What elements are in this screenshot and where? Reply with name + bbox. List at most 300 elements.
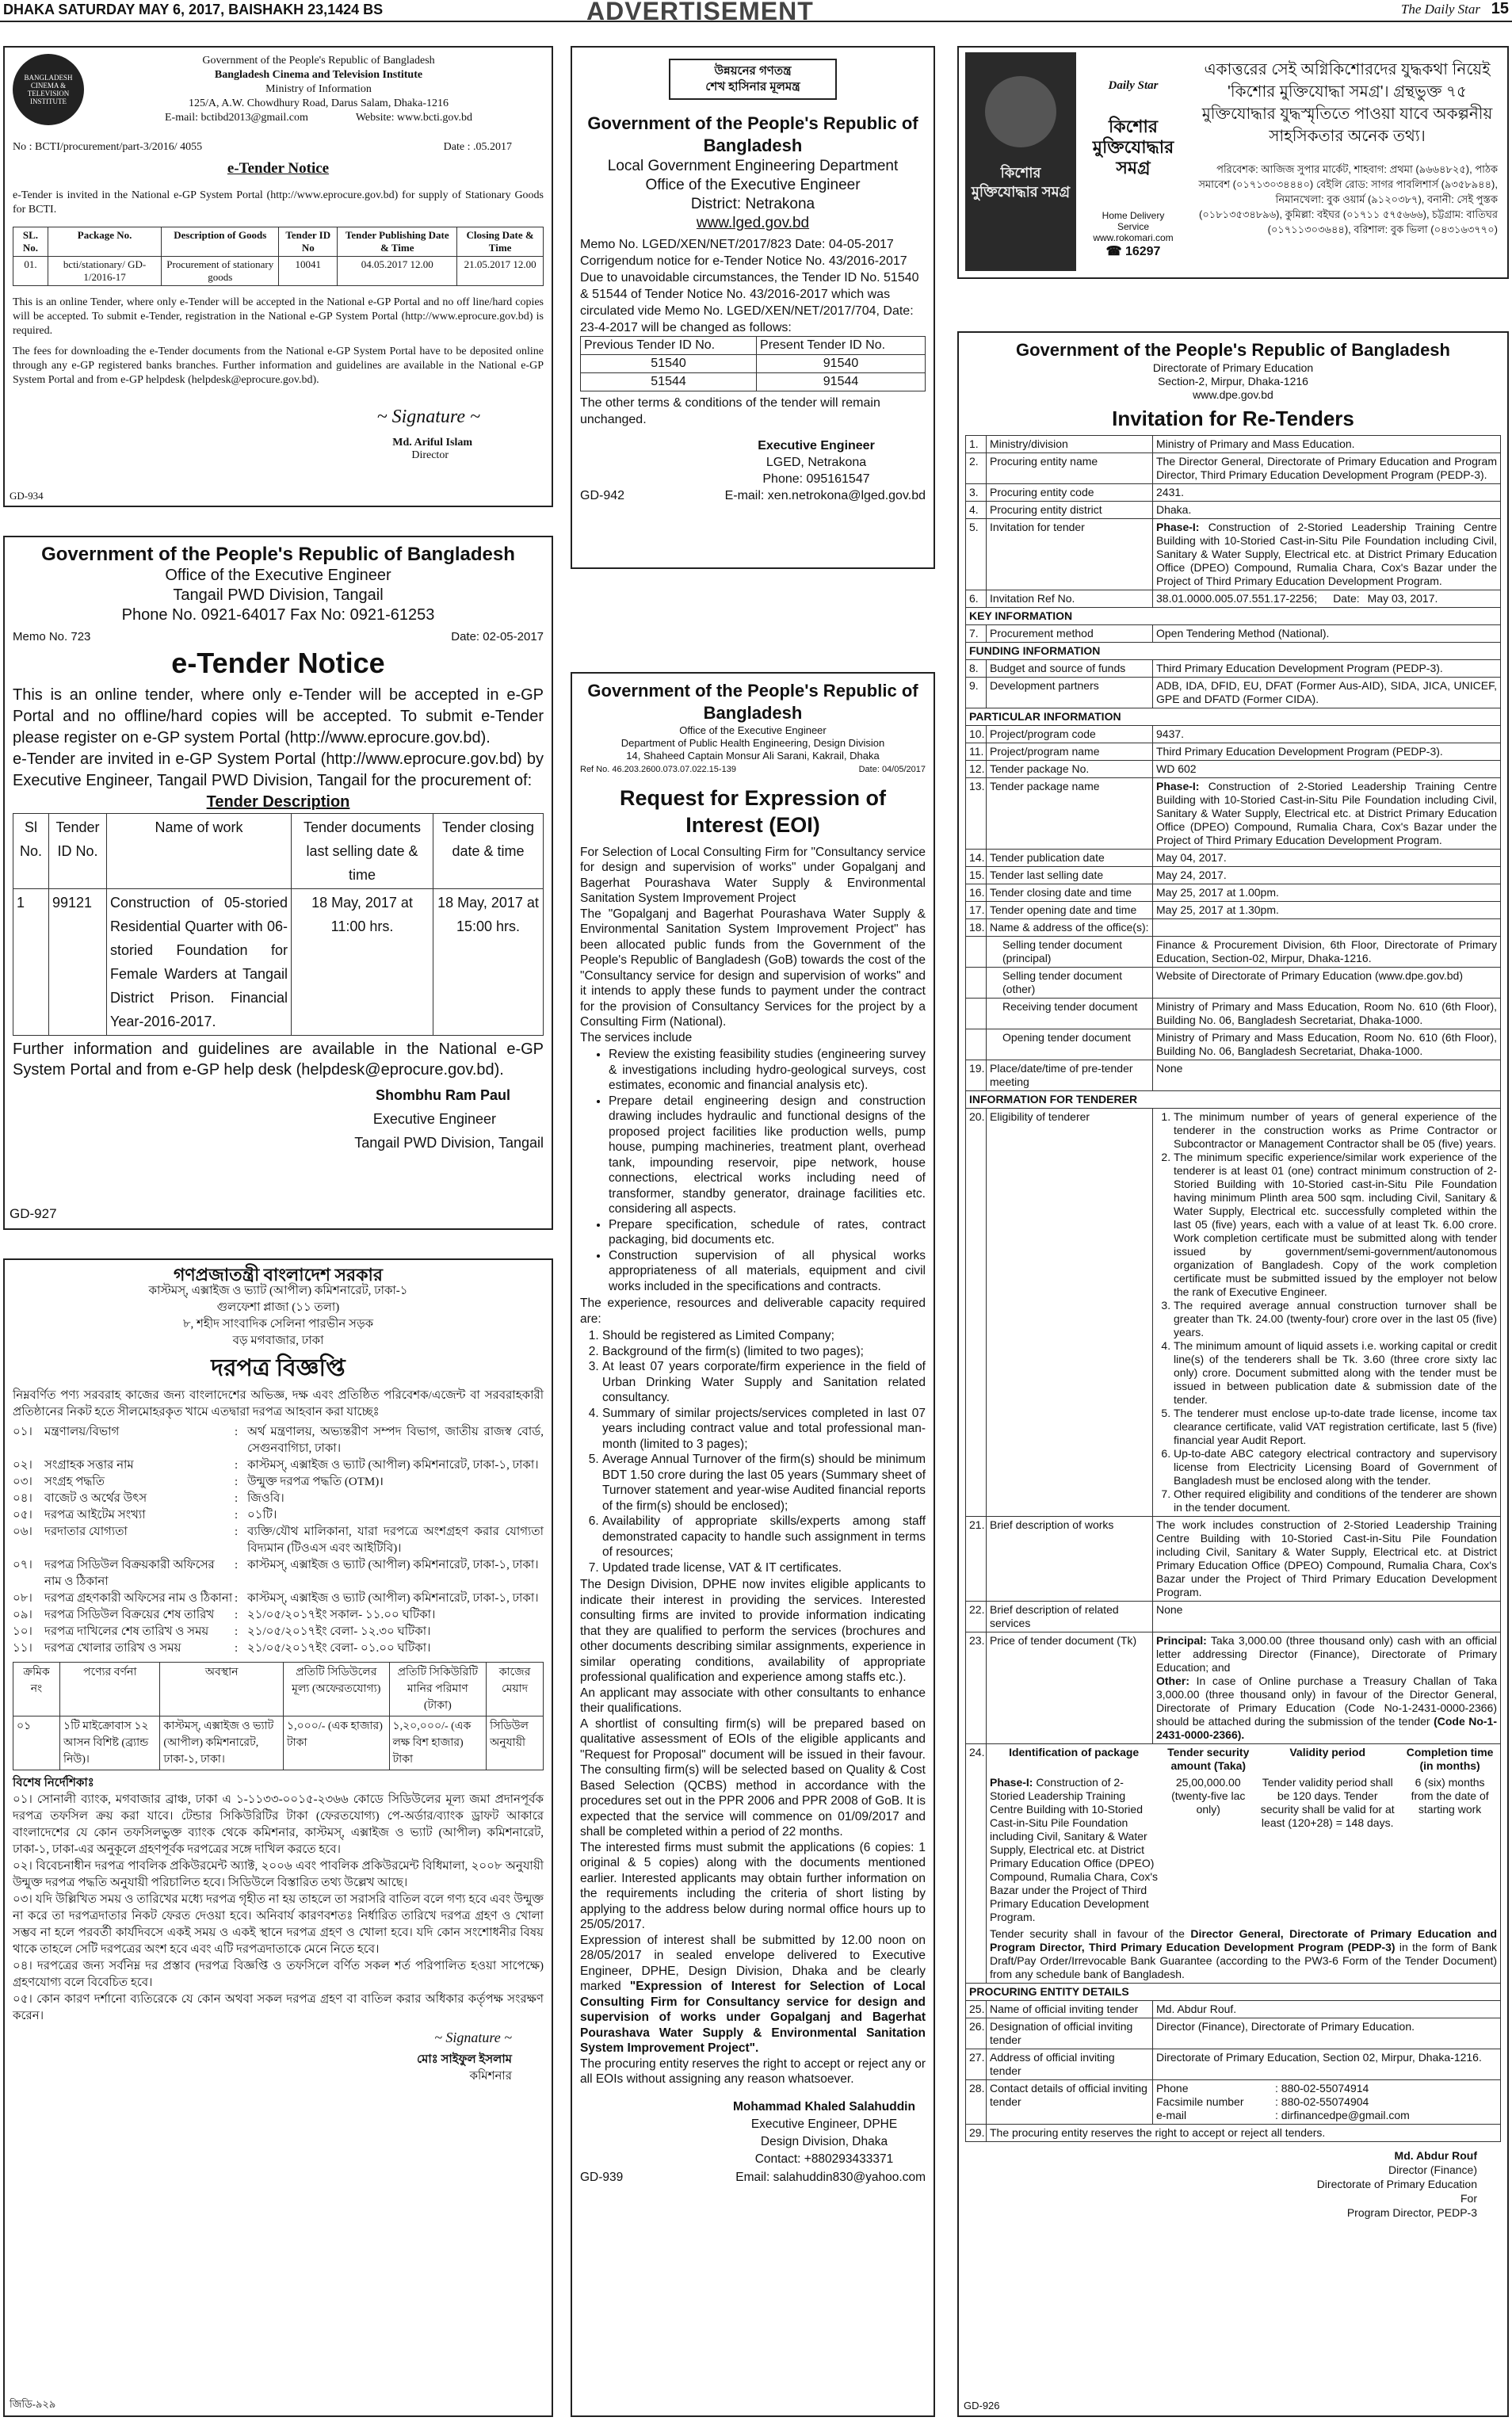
ref-no: 38.01.0000.005.07.551.17-2256;: [1156, 592, 1318, 605]
cell-text: Construction of 2-Storied Leadership Training Centre Building with 10-Storied Cast-in-Situ Pile Foundation including Civil, Sanitary & Water Supply, Electrical etc. at District Primary Education Office (DPEO) Compound, Rumalia Chara, Cox's Bazar under the Project of Third Primary Education Development Program.: [1156, 521, 1497, 587]
tangail-sig: Shombhu Ram Paul: [375, 1087, 510, 1103]
td: 91544: [757, 373, 926, 391]
table-row: [13, 257, 544, 286]
td: [1153, 590, 1501, 608]
list-item: 1. The minimum number of years of general experience of the tenderer in the construction works as Prime Contractor or Subcontractor or Management Contractor shall be 05 (five) years.: [1174, 1110, 1497, 1151]
ad-code: জিডি-৯২৯: [10, 2398, 56, 2410]
th: প্রতিটি সিডিউলের মূল্য (অফেরতযোগ্য): [283, 1663, 389, 1716]
table-row: [966, 484, 1501, 502]
td: Brief description of related services: [987, 1602, 1153, 1632]
dphe-l3: 14, Shaheed Captain Monsur Ali Sarani, Kakrail, Dhaka: [626, 750, 880, 762]
item-number: ০৩।: [13, 1476, 32, 1488]
daily-star-logo: Daily Star: [1108, 79, 1159, 92]
th: Tender closing date & time: [433, 814, 544, 889]
cell-text: Phase-I:: [1156, 521, 1200, 533]
eligibility-list: [1174, 1110, 1497, 1514]
section-heading: INFORMATION FOR TENDERER: [966, 1091, 1501, 1109]
dpe-sig-p: Program Director, PEDP-3: [1346, 2206, 1477, 2219]
th: Tender security amount (Taka): [1167, 1746, 1250, 1772]
dphe-sig-t: Executive Engineer, DPHE: [750, 2117, 898, 2131]
td: 11.: [966, 743, 987, 761]
signature-icon: ~ Signature ~: [434, 2030, 512, 2045]
td: ১,২০,০০০/- (এক লক্ষ বিশ হাজার) টাকা: [389, 1716, 487, 1770]
tangail-date: Date: 02-05-2017: [451, 630, 544, 643]
dphe-req-heading: The experience, resources and deliverable capacity required are:: [580, 1296, 926, 1326]
book-cover-icon: [965, 52, 1076, 271]
th: SL. No.: [13, 227, 48, 257]
note-item: ০৩। যদি উল্লিখিত সময় ও তারিখের মধ্যে দরপত্র গৃহীত না হয় তাহলে তা সরাসরি বাতিল বলে গণ্য হবে এবং উন্মুক্ত না করে তা দরপত্রদাতার নিকট ফেরত দেওয়া হবে। অনিবার্য কারণবশতঃ নির্ধারিত তারিখে দরপত্র গ্রহণ ও খোলা সম্ভব না হলে পরবর্তী কার্যদিবসে একই সময় ও একই স্থানে দরপত্র গ্রহণ ও খোলা হবে। যদি কোন সংশোধনীর বিষয় থাকে তাহলে সেটি দরপত্রের অংশ হবে এবং এটি দরপত্রদাতাকে মেনে নিতে হবে।: [13, 1893, 544, 1956]
list-item: 2. Background of the firm(s) (limited to two pages);: [602, 1344, 926, 1360]
dphe-p7a: Expression of interest shall be submitted by 12.00 noon on 28/05/2017 in sealed envelope delivered to Executive Engineer, DPHE, Design Division, Dhaka and be clearly marked: [580, 1933, 926, 1993]
td: 91540: [757, 355, 926, 373]
tangail-sig-t: Executive Engineer: [372, 1111, 496, 1127]
item-colon: :: [235, 1492, 239, 1505]
ad-code: GD-927: [10, 1206, 57, 1221]
cell-text: in the form of Bank Draft/Pay Order/Irrevocable Bank Guarantee (according to the PW3-6 Form of the Tender Document) from any schedule bank of Bangladesh.: [990, 1941, 1497, 1980]
list-item: [13, 1424, 544, 1457]
table-row: [966, 919, 1501, 937]
dphe-l2: Department of Public Health Engineering, Design Division: [620, 737, 885, 749]
td: 3.: [966, 484, 987, 502]
note-item: ০৪। দরপত্রের জন্য সর্বনিম্ন দর প্রস্তাব (দরপত্র বিজ্ঞপ্তি ও তফসিলে বর্ণিত সকল শর্ত পরিপালিত হওয়া সাপেক্ষে) গ্রহণযোগ্য বলে বিবেচিত হবে।: [13, 1960, 544, 1989]
contact-label: Phone: [1156, 2082, 1189, 2095]
list-item: [13, 1624, 544, 1640]
item-label: মন্ত্রণালয়/বিভাগ: [44, 1426, 120, 1438]
table-row: [966, 968, 1501, 999]
list-item: 2. The minimum specific experience/similar work experience of the tenderer is at least 01 (one) contract minimum construction of 2-Storied Building with 10-Storied cast-in-Situ Pile Foundation having minimum Plinth area 500 sqm. including Civil, Sanitary & Water Supply, Electrical etc. successfully completed within the last 05 (five) years, each with a value of at least Tk. 6.00 crore. Work completion certificate must be submitted along with tender issued by government/semi-government/autonomous organization of Bangladesh. Copy of the work completion certificate must be submitted issued by the employer not below the rank of Executive Engineer.: [1174, 1151, 1497, 1299]
section-row: [966, 708, 1501, 726]
td: WD 602: [1153, 761, 1501, 778]
item-value: অর্থ মন্ত্রণালয়, অভ্যন্তরীণ সম্পদ বিভাগ, জাতীয় রাজস্ব বোর্ড, সেগুনবাগিচা, ঢাকা।: [247, 1426, 544, 1455]
item-colon: :: [235, 1426, 239, 1438]
td: 9437.: [1153, 726, 1501, 743]
dphe-title: Government of the People's Republic of Bangladesh: [587, 681, 918, 723]
td: 22.: [966, 1602, 987, 1632]
item-value: ০১টি।: [247, 1509, 277, 1522]
td: 27.: [966, 2049, 987, 2080]
dphe-p4: An applicant may associate with other consultants to enhance their qualifications.: [580, 1686, 926, 1715]
td: Ministry/division: [987, 436, 1153, 453]
table-row: [966, 2080, 1501, 2125]
lged-email: E-mail: xen.netrokona@lged.gov.bd: [724, 489, 926, 502]
bcti-date: Date : .05.2017: [443, 141, 512, 153]
td: Opening tender document: [987, 1029, 1153, 1060]
item-label: দরপত্র আইটেম সংখ্যা: [44, 1509, 146, 1522]
td: 99121: [49, 889, 107, 1036]
lged-phone: Phone: 095161547: [762, 472, 870, 486]
dphe-sig: Mohammad Khaled Salahuddin: [733, 2099, 915, 2114]
book-distributors: পরিবেশক: আজিজ সুপার মার্কেট, শাহবাগ: প্রথমা (৯৬৬৪৮২৫), পাঠক সমাবেশ (০১৭১৩০৩৪৪৪০) বেইলি রোড: সাগর পাবলিশার্স (৯৩৫৮৯৪৪), নিমানখেলা: বুক ওয়ার্ম (৯১২০৩৮৭), বনানী: সেই পুস্তক (০১৮১৩৫৩৪৮৯৬), কুমিল্লা: বইঘর (০১৭১১ ৫৭৫৬৬৬), চট্টগ্রাম: বাতিঘর (০১৭১১৩০৩৬৪৪), বরিশাল: বুক ভিলা (০৪৩১৬৩৭৭০): [1198, 163, 1498, 235]
item-number: ১০।: [13, 1625, 32, 1638]
td: Finance & Procurement Division, 6th Floor, Directorate of Primary Education, Section-02, Mirpur, Dhaka-1216.: [1153, 937, 1501, 968]
ad-code: GD-926: [964, 2400, 1000, 2411]
tangail-l3: Phone No. 0921-64017 Fax No: 0921-61253: [121, 606, 435, 624]
table-row: [966, 2125, 1501, 2142]
td: Tender package name: [987, 778, 1153, 850]
table-row: [966, 436, 1501, 453]
section-row: [966, 1984, 1501, 2001]
item-value: কাস্টমস্‌, এক্সাইজ ও ভ্যাট (আপীল) কমিশনারেট, ঢাকা-১, ঢাকা।: [247, 1459, 539, 1472]
bcti-email: E-mail: bctibd2013@gmail.com: [164, 112, 308, 124]
td: Tender opening date and time: [987, 902, 1153, 919]
bcti-website: Website: www.bcti.gov.bd: [355, 112, 472, 124]
table-row: [13, 1716, 544, 1770]
td: 12.: [966, 761, 987, 778]
lged-p2: The other terms & conditions of the tender will remain unchanged.: [580, 396, 880, 426]
dpe-heading: Invitation for Re-Tenders: [1112, 407, 1354, 430]
book-title-large: কিশোর মুক্তিযোদ্ধার সমগ্র: [1092, 116, 1174, 178]
td: 26.: [966, 2018, 987, 2049]
dphe-services-heading: The services include: [580, 1030, 693, 1044]
td: কাস্টমস্‌, এক্সাইজ ও ভ্যাট (আপীল) কমিশনারেট, ঢাকা-১, ঢাকা।: [160, 1716, 284, 1770]
td: Procuring entity code: [987, 484, 1153, 502]
td: 25.: [966, 2001, 987, 2018]
dpe-l1: Directorate of Primary Education: [1152, 361, 1314, 374]
td: The Director General, Directorate of Primary Education and Program Director, Third Primary Education Development Program (PEDP-3).: [1153, 453, 1501, 484]
list-item: • Prepare detail engineering design and construction drawing includes hydraulic and functional designs of the proposed project facilities like production wells, pump house, pumping machineries, treatment plant, overhead tank, impounding reservoir, pipe network, house connections, electrical works including need of transformer, standby generator, drainage facilities etc. considering all aspects.: [609, 1094, 926, 1217]
td: May 25, 2017 at 1.30pm.: [1153, 902, 1501, 919]
table-row: [966, 937, 1501, 968]
book-cover-title: কিশোর মুক্তিযোদ্ধার সমগ্র: [971, 165, 1071, 200]
td: 18 May, 2017 at 11:00 hrs.: [292, 889, 433, 1036]
td: ১টি মাইক্রোবাস ১২ আসন বিশিষ্ট (ব্র্যান্ড নিউ)।: [60, 1716, 160, 1770]
contact-line: [1156, 2082, 1497, 2095]
item-colon: :: [235, 1609, 239, 1621]
list-item: 1. Should be registered as Limited Company;: [602, 1328, 926, 1344]
th: Tender documents last selling date & time: [292, 814, 433, 889]
hotline: ☎ 16297: [1105, 245, 1161, 258]
table-row: [966, 453, 1501, 484]
th: Tender ID No.: [49, 814, 107, 889]
table-row: [13, 889, 544, 1036]
td: 4.: [966, 502, 987, 519]
ad-customs-tender: [3, 1258, 553, 2417]
bcti-logo-icon: BANGLADESH CINEMA & TELEVISION INSTITUTE: [13, 54, 84, 125]
td: 6 (six) months from the date of starting work: [1411, 1776, 1489, 1816]
td: 29.: [966, 2125, 987, 2142]
td: May 04, 2017.: [1153, 850, 1501, 867]
slogan-box: [669, 59, 837, 100]
dpe-sig-o: Directorate of Primary Education: [1316, 2178, 1477, 2190]
td: None: [1153, 1060, 1501, 1091]
list-item: 7. Other required eligibility and conditions of the tenderer are shown in the tender document.: [1174, 1487, 1497, 1514]
item-label: দরপত্র দাখিলের শেষ তারিখ ও সময়: [44, 1625, 209, 1638]
list-item: 4. Summary of similar projects/services completed in last 07 years including contract value and total professional man-month (limited to 3 pages);: [602, 1406, 926, 1453]
table-row: [966, 678, 1501, 708]
th: অবস্থান: [160, 1663, 284, 1716]
customs-notes: [13, 1792, 544, 2025]
td: Ministry of Primary and Mass Education, Room No. 610 (6th Floor), Building No. 06, Bangladesh Secretariat, Dhaka-1000.: [1153, 1029, 1501, 1060]
th: ক্রমিক নং: [13, 1663, 60, 1716]
lged-l3: District: Netrakona: [690, 196, 815, 212]
item-value: ২১/০৫/২০১৭ইং সকাল- ১১.০০ ঘটিকা।: [247, 1609, 436, 1621]
dphe-sig-o: Design Division, Dhaka: [760, 2134, 888, 2148]
section-heading: FUNDING INFORMATION: [966, 643, 1501, 660]
th: Closing Date & Time: [457, 227, 544, 257]
td: [966, 1029, 987, 1060]
cell-text: Principal:: [1156, 1634, 1207, 1647]
table-row: [966, 743, 1501, 761]
cell-text: Construction of 2-Storied Leadership Training Centre Building with 10-Storied Cast-in-Situ Pile Foundation including Civil, Sanitary & Water Supply, Electrical etc. at District Primary Education Office (DPEO) Compound, Rumalia Chara, Cox's Bazar under the Project of Third Primary Education Development Program.: [990, 1776, 1158, 1923]
td: সিডিউল অনুযায়ী: [487, 1716, 544, 1770]
ad-dpe-retender: [957, 331, 1509, 2417]
td: 01.: [13, 257, 48, 286]
td: Address of official inviting tender: [987, 2049, 1153, 2080]
th: কাজের মেয়াদ: [487, 1663, 544, 1716]
item-number: ০৯।: [13, 1609, 32, 1621]
item-number: ০১।: [13, 1426, 32, 1438]
table-row: [987, 1774, 1500, 1926]
list-item: • Review the existing feasibility studies (engineering survey & investigations including hydro-geological surveys, cost estimates, economic and financial analysis etc).: [609, 1047, 926, 1094]
lged-l1: Local Government Engineering Department: [607, 158, 899, 174]
section-row: [966, 643, 1501, 660]
tangail-heading: e-Tender Notice: [171, 647, 385, 679]
td: [966, 937, 987, 968]
th: Name of work: [107, 814, 292, 889]
td: 1: [13, 889, 49, 1036]
td: 28.: [966, 2080, 987, 2125]
customs-title: দরপত্র বিজ্ঞপ্তি: [211, 1355, 346, 1381]
td: None: [1153, 1602, 1501, 1632]
item-colon: :: [235, 1459, 239, 1472]
table-row: [987, 1744, 1500, 1774]
td: Receiving tender document: [987, 999, 1153, 1029]
page-number: 15: [1491, 0, 1509, 17]
td: Procurement method: [987, 625, 1153, 643]
tangail-l2: Tangail PWD Division, Tangail: [173, 586, 384, 604]
dphe-p2: The "Gopalganj and Bagerhat Pourashava Water Supply & Environmental Sanitation System Improvement Project" has been allocated public funds from the Government of the People's Republic of Bangladesh (GoB) towards the cost of the "Consultancy service for design and supervision of works" and it intends to apply these funds to payment under the contract for the provision of Consultancy Services for the project by a Consulting Firm (National).: [580, 907, 926, 1029]
td: 10041: [279, 257, 338, 286]
cell-text: Other:: [1156, 1674, 1189, 1687]
list-item: [13, 1507, 544, 1524]
list-item: [13, 1607, 544, 1624]
section-heading: PARTICULAR INFORMATION: [966, 708, 1501, 726]
bcti-title: e-Tender Notice: [227, 160, 330, 177]
section-row: [966, 608, 1501, 625]
bcti-sig-name: Md. Ariful Islam: [392, 437, 472, 449]
td: May 25, 2017 at 1.00pm.: [1153, 884, 1501, 902]
contact-value: : 880-02-55074914: [1275, 2082, 1369, 2095]
lged-title: Government of the People's Republic of Bangladesh: [587, 113, 918, 155]
td: 51540: [581, 355, 757, 373]
td: bcti/stationary/ GD-1/2016-17: [48, 257, 161, 286]
table-row: [966, 1744, 1501, 1984]
table-row: [966, 1517, 1501, 1602]
th: Package No.: [48, 227, 161, 257]
td: 9.: [966, 678, 987, 708]
td: 7.: [966, 625, 987, 643]
list-item: [13, 1557, 544, 1590]
td: 21.05.2017 12.00: [457, 257, 544, 286]
list-item: [13, 1474, 544, 1491]
contact-line: [1156, 2095, 1497, 2109]
ad-code: GD-934: [10, 490, 44, 502]
table-row: [581, 355, 926, 373]
td: 23.: [966, 1632, 987, 1744]
item-value: ২১/০৫/২০১৭ইং বেলা- ১২.৩০ ঘটিকা।: [247, 1625, 431, 1638]
lged-web: www.lged.gov.bd: [696, 215, 810, 231]
th: Present Tender ID No.: [757, 337, 926, 355]
dpe-l3: www.dpe.gov.bd: [1193, 388, 1273, 401]
list-item: 5. Average Annual Turnover of the firm(s) should be minimum BDT 1.50 crore during the last 05 years (Summary sheet of Turnover statement and year-wise Audited financial reports of the firm(s) should be enclosed);: [602, 1452, 926, 1514]
tangail-table: [13, 813, 544, 1036]
dpe-table: [965, 435, 1501, 2142]
table-row: [966, 850, 1501, 867]
td: Tender publication date: [987, 850, 1153, 867]
td: The work includes construction of 2-Storied Leadership Training Centre Building with 10-Storied Cast-in-Situ Pile Foundation including Civil, Sanitary & Water Supply, Electrical etc. at District Primary Education Office (DPEO) Compound, Rumalia Chara, Cox's Bazar under the Project of Third Primary Education Development Program.: [1153, 1517, 1501, 1602]
td: Tender last selling date: [987, 867, 1153, 884]
td: May 24, 2017.: [1153, 867, 1501, 884]
dphe-l1: Office of the Executive Engineer: [679, 724, 827, 736]
td: [1153, 1632, 1501, 1744]
customs-intro: নিম্নবর্ণিত পণ্য সরবরাহ কাজের জন্য বাংলাদেশের অভিজ্ঞ, দক্ষ এবং প্রতিষ্ঠিত পরিবেশক/এজেন্ট বা সরবরাহকারী প্রতিষ্ঠানের নিকট হতে সীলমোহরকৃত খামে এতদ্বারা দরপত্র আহবান করা যাচ্ছেঃ: [13, 1389, 544, 1419]
table-row: [966, 502, 1501, 519]
table-row: [966, 999, 1501, 1029]
brand-logo: The Daily Star: [1400, 2, 1480, 17]
td: Third Primary Education Development Program (PEDP-3).: [1153, 743, 1501, 761]
td: 18 May, 2017 at 15:00 hrs.: [433, 889, 544, 1036]
list-item: 6. Availability of appropriate skills/experts among staff demonstrated capacity to handle such assignment in terms of resources;: [602, 1514, 926, 1560]
customs-sig-t: কমিশনার: [469, 2070, 512, 2083]
cell-text: Director General, Directorate of Primary Education and Program Director, Third Primary Education Development Program (PEDP-3): [990, 1927, 1497, 1953]
item-value: ব্যক্তি/যৌথ মালিকানা, যারা দরপত্রে অংশগ্রহণ করার যোগ্যতা বিদ্যমান (টিওএস এবং আইটিবি)।: [247, 1526, 544, 1555]
contact-line: [1156, 2109, 1497, 2122]
td: Brief description of works: [987, 1517, 1153, 1602]
customs-l4: ৮, শহীদ সাংবাদিক সেলিনা পারভীন সড়ক: [182, 1318, 374, 1331]
td: ADB, IDA, DFID, EU, DFAT (Former Aus-AID), SIDA, JICA, UNICEF, GPE and DFATD (Former CIDA).: [1153, 678, 1501, 708]
th: Tender ID No: [279, 227, 338, 257]
item-colon: :: [235, 1476, 239, 1488]
item-number: ০৪।: [13, 1492, 32, 1505]
td: 8.: [966, 660, 987, 678]
dphe-services: [609, 1047, 926, 1294]
td: Project/program code: [987, 726, 1153, 743]
dpe-sig-t: Director (Finance): [1388, 2163, 1477, 2176]
rokomari-web: www.rokomari.com: [1093, 232, 1174, 243]
list-item: 5. The tenderer must enclose up-to-date trade license, income tax clearance certificate, valid VAT registration certificate, last 5 (five) financial year Audit Report.: [1174, 1407, 1497, 1447]
bcti-sig-title: Director: [411, 449, 449, 461]
item-colon: :: [235, 1559, 239, 1571]
td: [966, 968, 987, 999]
dateline: DHAKA SATURDAY MAY 6, 2017, BAISHAKH 23,1424 BS: [3, 2, 384, 17]
th: Description of Goods: [162, 227, 279, 257]
td: 24.: [966, 1744, 987, 1984]
th: পণ্যের বর্ণনা: [60, 1663, 160, 1716]
item-colon: :: [235, 1509, 239, 1522]
item-number: ১১।: [13, 1642, 32, 1655]
td: Procuring entity name: [987, 453, 1153, 484]
td: Eligibility of tenderer: [987, 1109, 1153, 1517]
item-label: সংগ্রাহক সত্তার নাম: [44, 1459, 134, 1472]
cell-text: Phase-I:: [1156, 780, 1200, 792]
dphe-p8: The procuring entity reserves the right to accept or reject any or all EOIs without assigning any reason whatsoever.: [580, 2056, 926, 2086]
td: ১,০০০/- (এক হাজার) টাকা: [283, 1716, 389, 1770]
tangail-p1: This is an online tender, where only e-Tender will be accepted in e-GP Portal and no offline/hard copies will be accepted. To submit e-Tender please register on e-GP system Portal (http://www.eprocure.gov.bd).: [13, 686, 544, 747]
table-row: [966, 761, 1501, 778]
table-row: [966, 660, 1501, 678]
th: Validity period: [1289, 1746, 1366, 1758]
td: [987, 1926, 1500, 1983]
table-row: [966, 726, 1501, 743]
list-item: 6. Up-to-date ABC category electrical contractory and supervisory license from Electricity Licensing Board of Government of Bangladesh must be enclosed along with the tender.: [1174, 1447, 1497, 1487]
item-label: দরপত্র সিডিউল বিক্রয়ের শেষ তারিখ: [44, 1609, 215, 1621]
security-table: [987, 1744, 1500, 1983]
td: [987, 1774, 1161, 1926]
masthead: [0, 0, 1512, 25]
contact-value: : 880-02-55074904: [1275, 2095, 1369, 2108]
cell-text: Taka 3,000.00 (three thousand only) cash with an official letter addressing Director (Finance), Directorate of Primary Education; and: [1156, 1634, 1497, 1674]
td: Selling tender document (other): [987, 968, 1153, 999]
td: 13.: [966, 778, 987, 850]
td: Procuring entity district: [987, 502, 1153, 519]
ad-tangail-etender: [3, 536, 553, 1230]
tangail-sig-o: Tangail PWD Division, Tangail: [354, 1135, 544, 1151]
ad-lged-netrakona: [571, 46, 935, 569]
dphe-ref: Ref No. 46.203.2600.073.07.022.15-139: [580, 765, 736, 774]
hotline-number: 16297: [1124, 245, 1161, 258]
tangail-p3: Further information and guidelines are available in the National e-GP System Portal and from e-GP help desk (helpdesk@eprocure.gov.bd).: [13, 1041, 544, 1079]
td: ০১: [13, 1716, 60, 1770]
ref-date: May 03, 2017.: [1367, 592, 1438, 605]
contact-label: Facsimile number: [1156, 2095, 1244, 2108]
note-item: ০১। সোনালী ব্যাংক, মগবাজার ব্রাঞ্চ, ঢাকা এ ১-১১৩৩-০০১৫-২৩৬৬ কোডে সিডিউলের মূল্য জমা প্রদানপূর্বক দরপত্র তফসিল ক্রয় করা যাবে। টেন্ডার সিকিউরিটির টাকা (ফেরতযোগ্য) পে-অর্ডার/ব্যাংক ড্রাফট আকারে বাংলাদেশের যে কোন তফসিলভুক্ত ব্যাংক থেকে কমিশনার, কাস্টমস্‌, এক্সাইজ ও ভ্যাট (আপীল) কমিশনারেট, ঢাকা-১, ঢাকা-এর অনুকূলে গ্রহণপূর্বক দরপত্রের সঙ্গে দাখিল করতে হবে।: [13, 1793, 544, 1856]
dpe-l2: Section-2, Mirpur, Dhaka-1216: [1158, 375, 1308, 388]
table-row: [966, 1109, 1501, 1517]
th: Completion time (in months): [1406, 1746, 1494, 1772]
item-number: ০৭।: [13, 1559, 32, 1571]
table-row: [966, 884, 1501, 902]
td: Budget and source of funds: [987, 660, 1153, 678]
th: Identification of package: [1009, 1746, 1140, 1758]
bcti-gov-line: Government of the People's Republic of Bangladesh: [202, 55, 435, 67]
td: Designation of official inviting tender: [987, 2018, 1153, 2049]
dphe-email: Email: salahuddin830@yahoo.com: [735, 2170, 926, 2184]
tangail-p2: e-Tender are invited in e-GP System Portal (http://www.eprocure.gov.bd) by Executive Engineer, Tangail PWD Division, Tangail for the procurement of:: [13, 750, 544, 789]
item-number: ০২।: [13, 1459, 32, 1472]
td: Selling tender document (principal): [987, 937, 1153, 968]
tangail-subhead: Tender Description: [206, 793, 350, 811]
signature-icon: ~ Signature ~: [376, 407, 480, 427]
cell-text: (Code No-1-2431-0000-2366).: [1156, 1715, 1497, 1741]
bcti-p1: This is an online Tender, where only e-Tender will be accepted in the National e-GP Portal and no off line/hard copies will be accepted. To submit e-Tender, registration in the National e-GP System Portal (http://www.eprocure.gov.bd) is required.: [13, 296, 544, 337]
item-colon: :: [235, 1526, 239, 1538]
td: [987, 1744, 1501, 1984]
td: Tender closing date and time: [987, 884, 1153, 902]
item-colon: :: [235, 1642, 239, 1655]
td: Invitation Ref No.: [987, 590, 1153, 608]
item-label: দরপত্র সিডিউল বিক্রয়কারী অফিসের নাম ও ঠিকানা: [44, 1559, 215, 1588]
dphe-p1: For Selection of Local Consulting Firm for "Consultancy service for design and supervision of works" under Gopalganj and Bagerhat Pourashava Water Supply & Environmental Sanitation System Improvement Project: [580, 845, 926, 905]
td: Tender package No.: [987, 761, 1153, 778]
list-item: [13, 1457, 544, 1474]
td: Ministry of Primary and Mass Education, Room No. 610 (6th Floor), Building No. 06, Bangladesh Secretariat, Dhaka-1000.: [1153, 999, 1501, 1029]
section-title: ADVERTISEMENT: [586, 0, 814, 25]
table-row: [966, 867, 1501, 884]
list-item: • Prepare specification, schedule of rates, contract packaging, bid documents etc.: [609, 1217, 926, 1248]
td: 5.: [966, 519, 987, 590]
slogan-1: উন্নয়নের গণতন্ত্র: [714, 64, 792, 78]
td: 17.: [966, 902, 987, 919]
td: 2.: [966, 453, 987, 484]
customs-l1: গণপ্রজাতন্ত্রী বাংলাদেশ সরকার: [173, 1265, 384, 1285]
ad-code: GD-939: [580, 2170, 624, 2184]
list-item: [13, 1590, 544, 1607]
dphe-heading: Request for Expression of Interest (EOI): [619, 785, 887, 837]
td: [1153, 1109, 1501, 1517]
td: Invitation for tender: [987, 519, 1153, 590]
item-value: কাস্টমস্‌, এক্সাইজ ও ভ্যাট (আপীল) কমিশনারেট, ঢাকা-১, ঢাকা।: [247, 1559, 539, 1571]
item-value: উন্মুক্ত দরপত্র পদ্ধতি (OTM)।: [247, 1476, 384, 1488]
